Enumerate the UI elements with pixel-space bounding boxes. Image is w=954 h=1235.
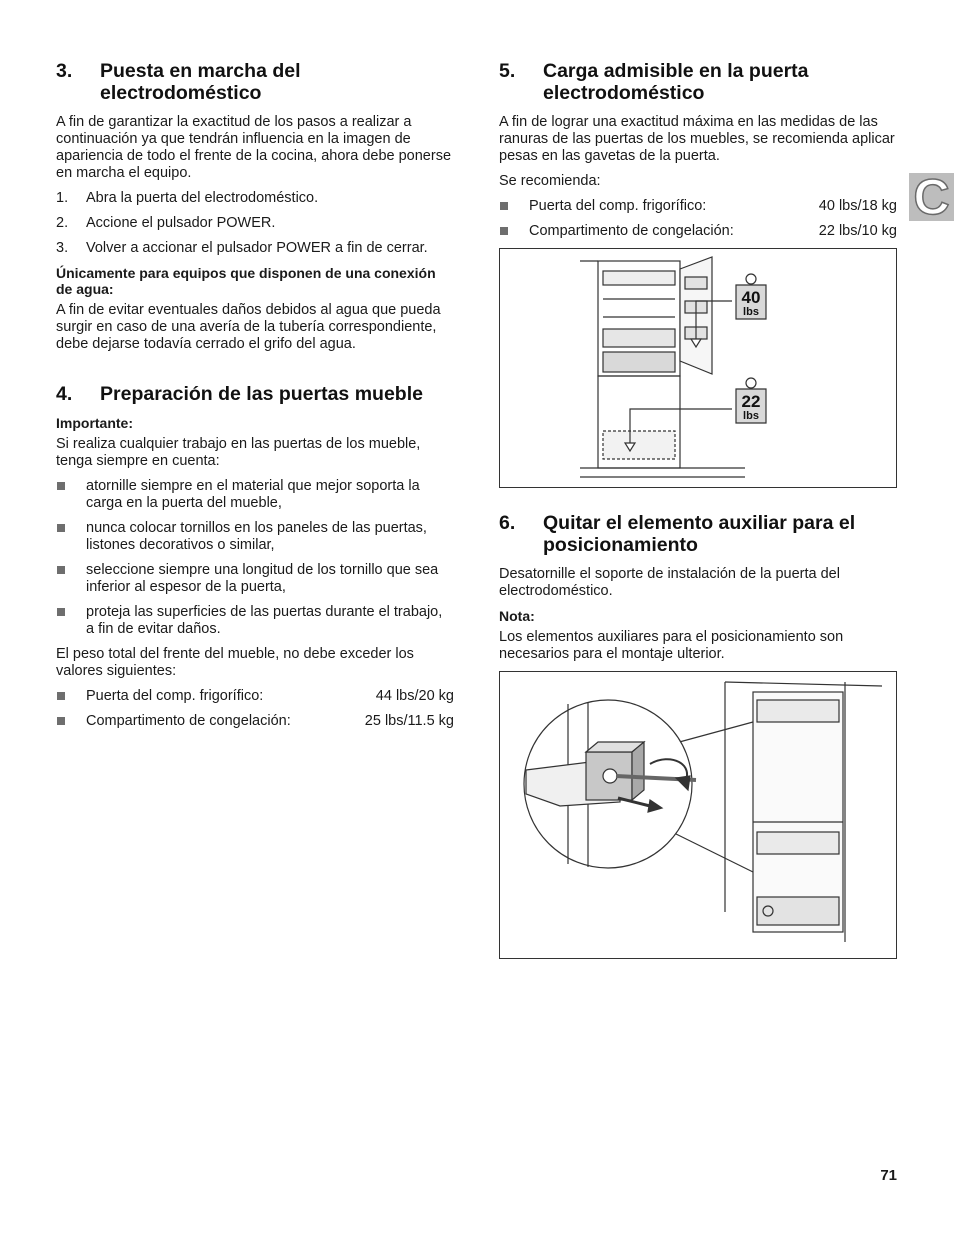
list-item — [56, 520, 454, 554]
important-label: Importante: — [56, 415, 133, 431]
section-4-heading — [56, 383, 454, 405]
square-bullet-icon — [499, 223, 529, 240]
spec-label: Puerta del comp. frigorífico: — [529, 198, 707, 214]
square-bullet-icon — [56, 713, 86, 730]
water-connection-text: A fin de evitar eventuales daños debidos al agua que pueda surgir en caso de una avería de la tubería correspondiente, debe dejarse todavía cerrado el grifo del agua. — [56, 302, 441, 352]
section-3-steps — [56, 190, 454, 257]
section-4-number: 4. — [56, 383, 73, 405]
section-4-bullets — [56, 478, 454, 638]
section-6-number: 6. — [499, 512, 516, 534]
door-load-figure — [499, 248, 897, 488]
weight-value: 22 — [741, 392, 761, 411]
important-text: Si realiza cualquier trabajo en las puertas de los mueble, tenga siempre en cuenta: — [56, 436, 421, 469]
step-item — [56, 190, 454, 207]
spec-value: 22 lbs/10 kg — [818, 223, 897, 239]
section-4-title: Preparación de las puertas mueble — [100, 383, 423, 405]
weight-unit: lbs — [743, 410, 759, 422]
note-label: Nota: — [499, 608, 535, 624]
weight-value: 40 — [741, 288, 761, 307]
step-text: Abra la puerta del electrodoméstico. — [86, 190, 319, 206]
list-item — [56, 478, 454, 512]
square-bullet-icon — [56, 604, 86, 638]
section-tab-letter: C — [913, 169, 950, 225]
list-item-text: seleccione siempre una longitud de los tornillo que sea inferior al espesor de la puerta, — [86, 562, 439, 595]
section-6-intro: Desatornille el soporte de instalación de la puerta del electrodoméstico. — [499, 566, 840, 599]
square-bullet-icon — [56, 478, 86, 512]
step-text: Accione el pulsador POWER. — [86, 215, 276, 231]
square-bullet-icon — [56, 688, 86, 705]
recommend-label: Se recomienda: — [499, 173, 601, 189]
section-6-heading — [499, 512, 897, 556]
spec-value: 40 lbs/18 kg — [818, 198, 897, 214]
section-5-intro: A fin de lograr una exactitud máxima en las medidas de las ranuras de las puertas de los muebles, se recomienda aplicar pesas en las gavetas de la puerta. — [499, 114, 895, 164]
section-5-number: 5. — [499, 60, 516, 82]
list-item-text: proteja las superficies de las puertas durante el trabajo, a fin de evitar daños. — [86, 604, 443, 637]
square-bullet-icon — [499, 198, 529, 215]
step-text: Volver a accionar el pulsador POWER a fin de cerrar. — [86, 240, 428, 256]
step-item — [56, 215, 454, 232]
step-item — [56, 240, 454, 257]
spec-label: Compartimento de congelación: — [529, 223, 734, 239]
left-column — [56, 60, 454, 738]
spec-row — [499, 223, 897, 240]
section-5-specs — [499, 198, 897, 240]
spec-row — [499, 198, 897, 215]
section-4-specs — [56, 688, 454, 730]
water-connection-heading: Únicamente para equipos que disponen de una conexión de agua: — [56, 265, 436, 297]
step-number: 3. — [56, 240, 69, 256]
section-3-heading — [56, 60, 454, 104]
weight-tag-22 — [736, 378, 766, 423]
step-number: 2. — [56, 215, 69, 231]
right-column — [499, 60, 897, 983]
weight-unit: lbs — [743, 306, 759, 318]
spec-value: 44 lbs/20 kg — [375, 688, 454, 704]
square-bullet-icon — [56, 520, 86, 554]
spec-row — [56, 713, 454, 730]
section-3-number: 3. — [56, 60, 73, 82]
section-6-title: Quitar el elemento auxiliar para el posicionamiento — [543, 512, 856, 556]
section-5-heading — [499, 60, 897, 104]
list-item — [56, 604, 454, 638]
step-number: 1. — [56, 190, 69, 206]
section-3-intro: A fin de garantizar la exactitud de los pasos a realizar a continuación ya que tendrán influencia en la imagen de apariencia de todo el frente de la cocina, ahora debe ponerse en marcha el equipo. — [56, 114, 452, 181]
list-item — [56, 562, 454, 596]
list-item-text: atornille siempre en el material que mejor soporta la carga en la puerta del mueble, — [86, 478, 420, 511]
section-5-title: Carga admisible en la puerta electrodoméstico — [543, 60, 809, 104]
spec-label: Compartimento de congelación: — [86, 713, 291, 729]
page-number: 71 — [880, 1167, 897, 1184]
spec-label: Puerta del comp. frigorífico: — [86, 688, 264, 704]
positioning-aid-figure — [499, 671, 897, 959]
section-tab — [909, 169, 954, 225]
positioning-aid-illustration — [500, 672, 896, 958]
spec-row — [56, 688, 454, 705]
note-text: Los elementos auxiliares para el posicionamiento son necesarios para el montaje ulterior. — [499, 629, 844, 662]
section-3-title: Puesta en marcha del electrodoméstico — [100, 60, 301, 104]
square-bullet-icon — [56, 562, 86, 596]
fridge-load-illustration — [500, 249, 896, 487]
weight-tag-40 — [736, 274, 766, 319]
spec-value: 25 lbs/11.5 kg — [364, 713, 454, 729]
list-item-text: nunca colocar tornillos en los paneles de las puertas, listones decorativos o similar, — [86, 520, 427, 553]
weight-limit-text: El peso total del frente del mueble, no debe exceder los valores siguientes: — [56, 646, 414, 679]
